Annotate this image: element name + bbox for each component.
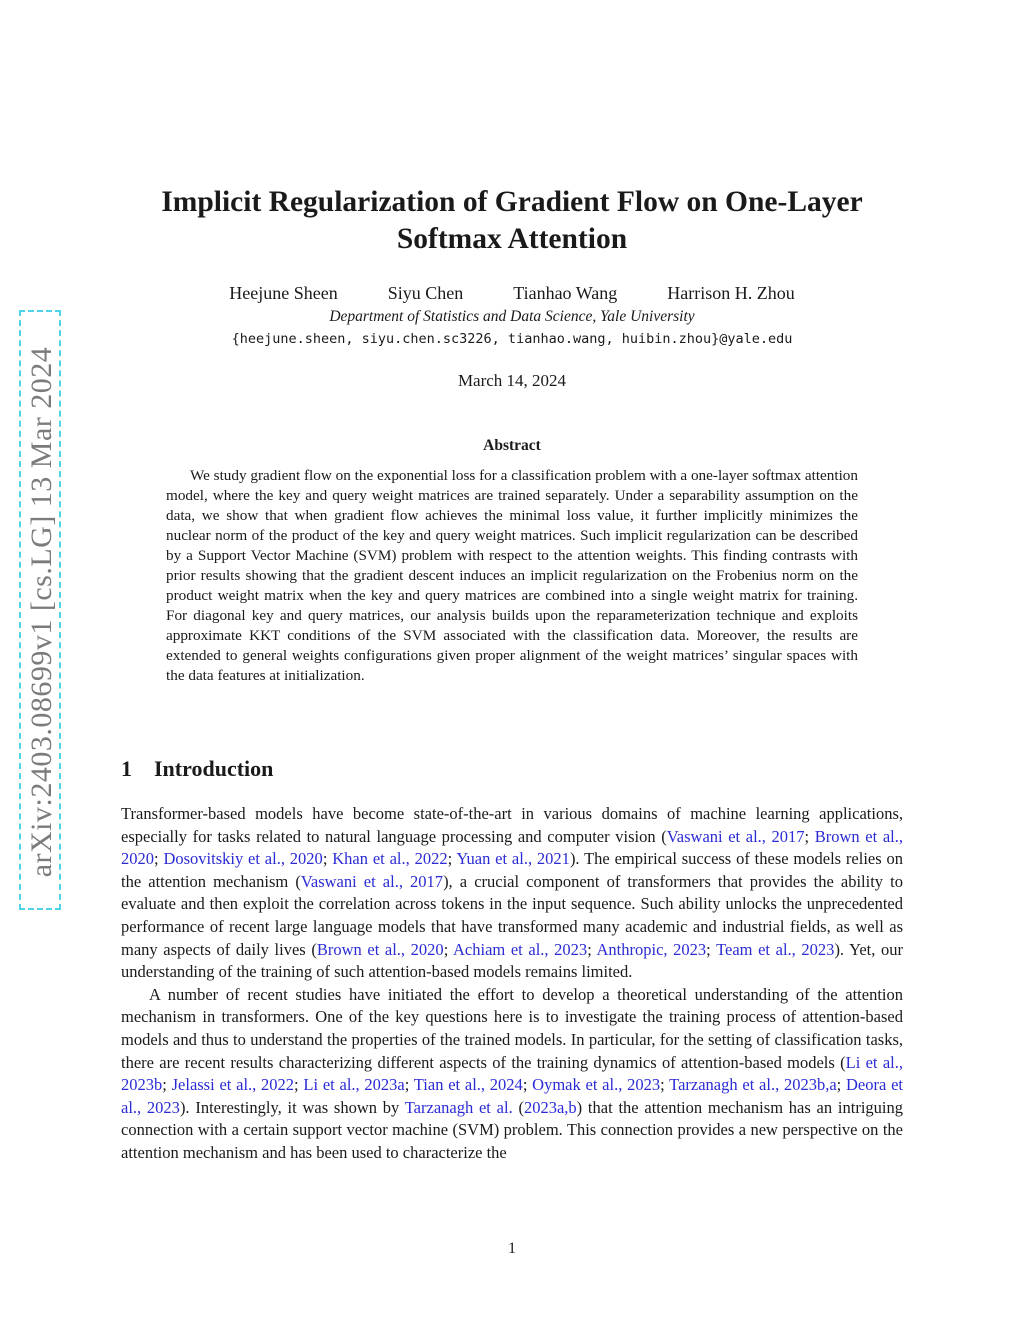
paper-title: Implicit Regularization of Gradient Flow on One-Layer Softmax Attention [161,186,863,255]
citation-link[interactable]: Tarzanagh et al. [404,1097,513,1117]
citation-link[interactable]: Brown et al., 2020 [316,939,444,959]
author-list [122,283,902,304]
page-number: 1 [508,1240,516,1257]
citation-link[interactable]: Li et al., 2023b [121,1052,903,1095]
publication-date: March 14, 2024 [457,371,567,390]
section-number: 1 [121,756,132,781]
author-name: Harrison H. Zhou [667,283,795,303]
citation-link[interactable]: Vaswani et al., 2017 [666,826,805,846]
abstract-heading: Abstract [483,437,541,454]
citation-link[interactable]: 2023a,b [523,1097,577,1117]
author-emails: {heejune.sheen, siyu.chen.sc3226, tianhao.wang, huibin.zhou}@yale.edu [231,331,793,347]
citation-link[interactable]: Anthropic, 2023 [596,939,707,959]
citation-link[interactable]: Yuan et al., 2021 [456,849,570,869]
citation-link[interactable]: Tarzanagh et al., 2023b,a [669,1075,837,1095]
abstract-text: We study gradient flow on the exponential loss for a classification problem with a one-layer softmax attention model, where the key and query weight matrices are trained separately. Under a separability assumption on the data, we show that when gradient flow achieves the minimal loss value, it further implicitly minimizes the nuclear norm of the product of the key and query weight matrices. Such implicit regularization can be described by a Support Vector Machine (SVM) problem with respect to the attention weights. This finding contrasts with prior results showing that the gradient descent induces an implicit regularization on the Frobenius norm on the product weight matrix when the key and query matrices are combined into a single weight matrix for training. For diagonal key and query matrices, our analysis builds upon the reparameterization technique and exploits approximate KKT conditions of the SVM associated with the classification data. Moreover, the results are extended to general weights configurations given proper alignment of the weight matrices’ singular spaces with the data features at initialization. [166,467,858,684]
citation-link[interactable]: Achiam et al., 2023 [453,939,588,959]
body-text [121,803,903,1165]
arxiv-stamp: arXiv:2403.08699v1 [cs.LG] 13 Mar 2024 [25,346,58,878]
arxiv-stamp-border [19,310,61,910]
citation-link[interactable]: Dosovitskiy et al., 2020 [163,849,323,869]
section-heading [121,756,273,782]
body-paragraph: Transformer-based models have become state-of-the-art in various domains of machine learning applications, especially for tasks related to natural language processing and computer vision (Vaswani et al., 2017; Brown et al., 2020; Dosovitskiy et al., 2020; Khan et al., 2022; Yuan et al., 2021). The empirical success of these models relies on the attention mechanism (Vaswani et al., 2017), a crucial component of transformers that provides the ability to evaluate and then exploit the correlation across tokens in the input sequence. Such ability unlocks the unprecedented performance of recent large language models that have transformed many academic and industrial fields, as well as many aspects of daily lives (Brown et al., 2020; Achiam et al., 2023; Anthropic, 2023; Team et al., 2023). Yet, our understanding of the training of such attention-based models remains limited. [121,804,903,982]
citation-link[interactable]: Deora et al., 2023 [121,1075,903,1117]
body-paragraph: A number of recent studies have initiated the effort to develop a theoretical understanding of the attention mechanism in transformers. One of the key questions here is to investigate the training process of attention-based models and thus to understand the properties of the trained models. In particular, for the setting of classification tasks, there are recent results characterizing different aspects of the training dynamics of attention-based models (Li et al., 2023b; Jelassi et al., 2022; Li et al., 2023a; Tian et al., 2024; Oymak et al., 2023; Tarzanagh et al., 2023b,a; Deora et al., 2023). Interestingly, it was shown by Tarzanagh et al. (2023a,b) that the attention mechanism has an intriguing connection with a certain support vector machine (SVM) problem. This connection provides a new perspective on the attention mechanism and has been used to characterize the [121,984,903,1162]
citation-link[interactable]: Vaswani et al., 2017 [300,871,444,891]
citation-link[interactable]: Brown et al., 2020 [121,826,903,869]
citation-link[interactable]: Tian et al., 2024 [413,1075,523,1095]
affiliation: Department of Statistics and Data Science, Yale University [329,308,695,325]
citation-link[interactable]: Khan et al., 2022 [332,849,448,869]
author-name: Tianhao Wang [513,283,618,303]
author-name: Heejune Sheen [229,283,338,303]
citation-link[interactable]: Li et al., 2023a [303,1075,405,1095]
citation-link[interactable]: Oymak et al., 2023 [532,1075,661,1095]
section-title: Introduction [154,756,274,781]
citation-link[interactable]: Jelassi et al., 2022 [171,1075,295,1095]
citation-link[interactable]: Team et al., 2023 [716,939,835,959]
author-name: Siyu Chen [387,283,464,303]
